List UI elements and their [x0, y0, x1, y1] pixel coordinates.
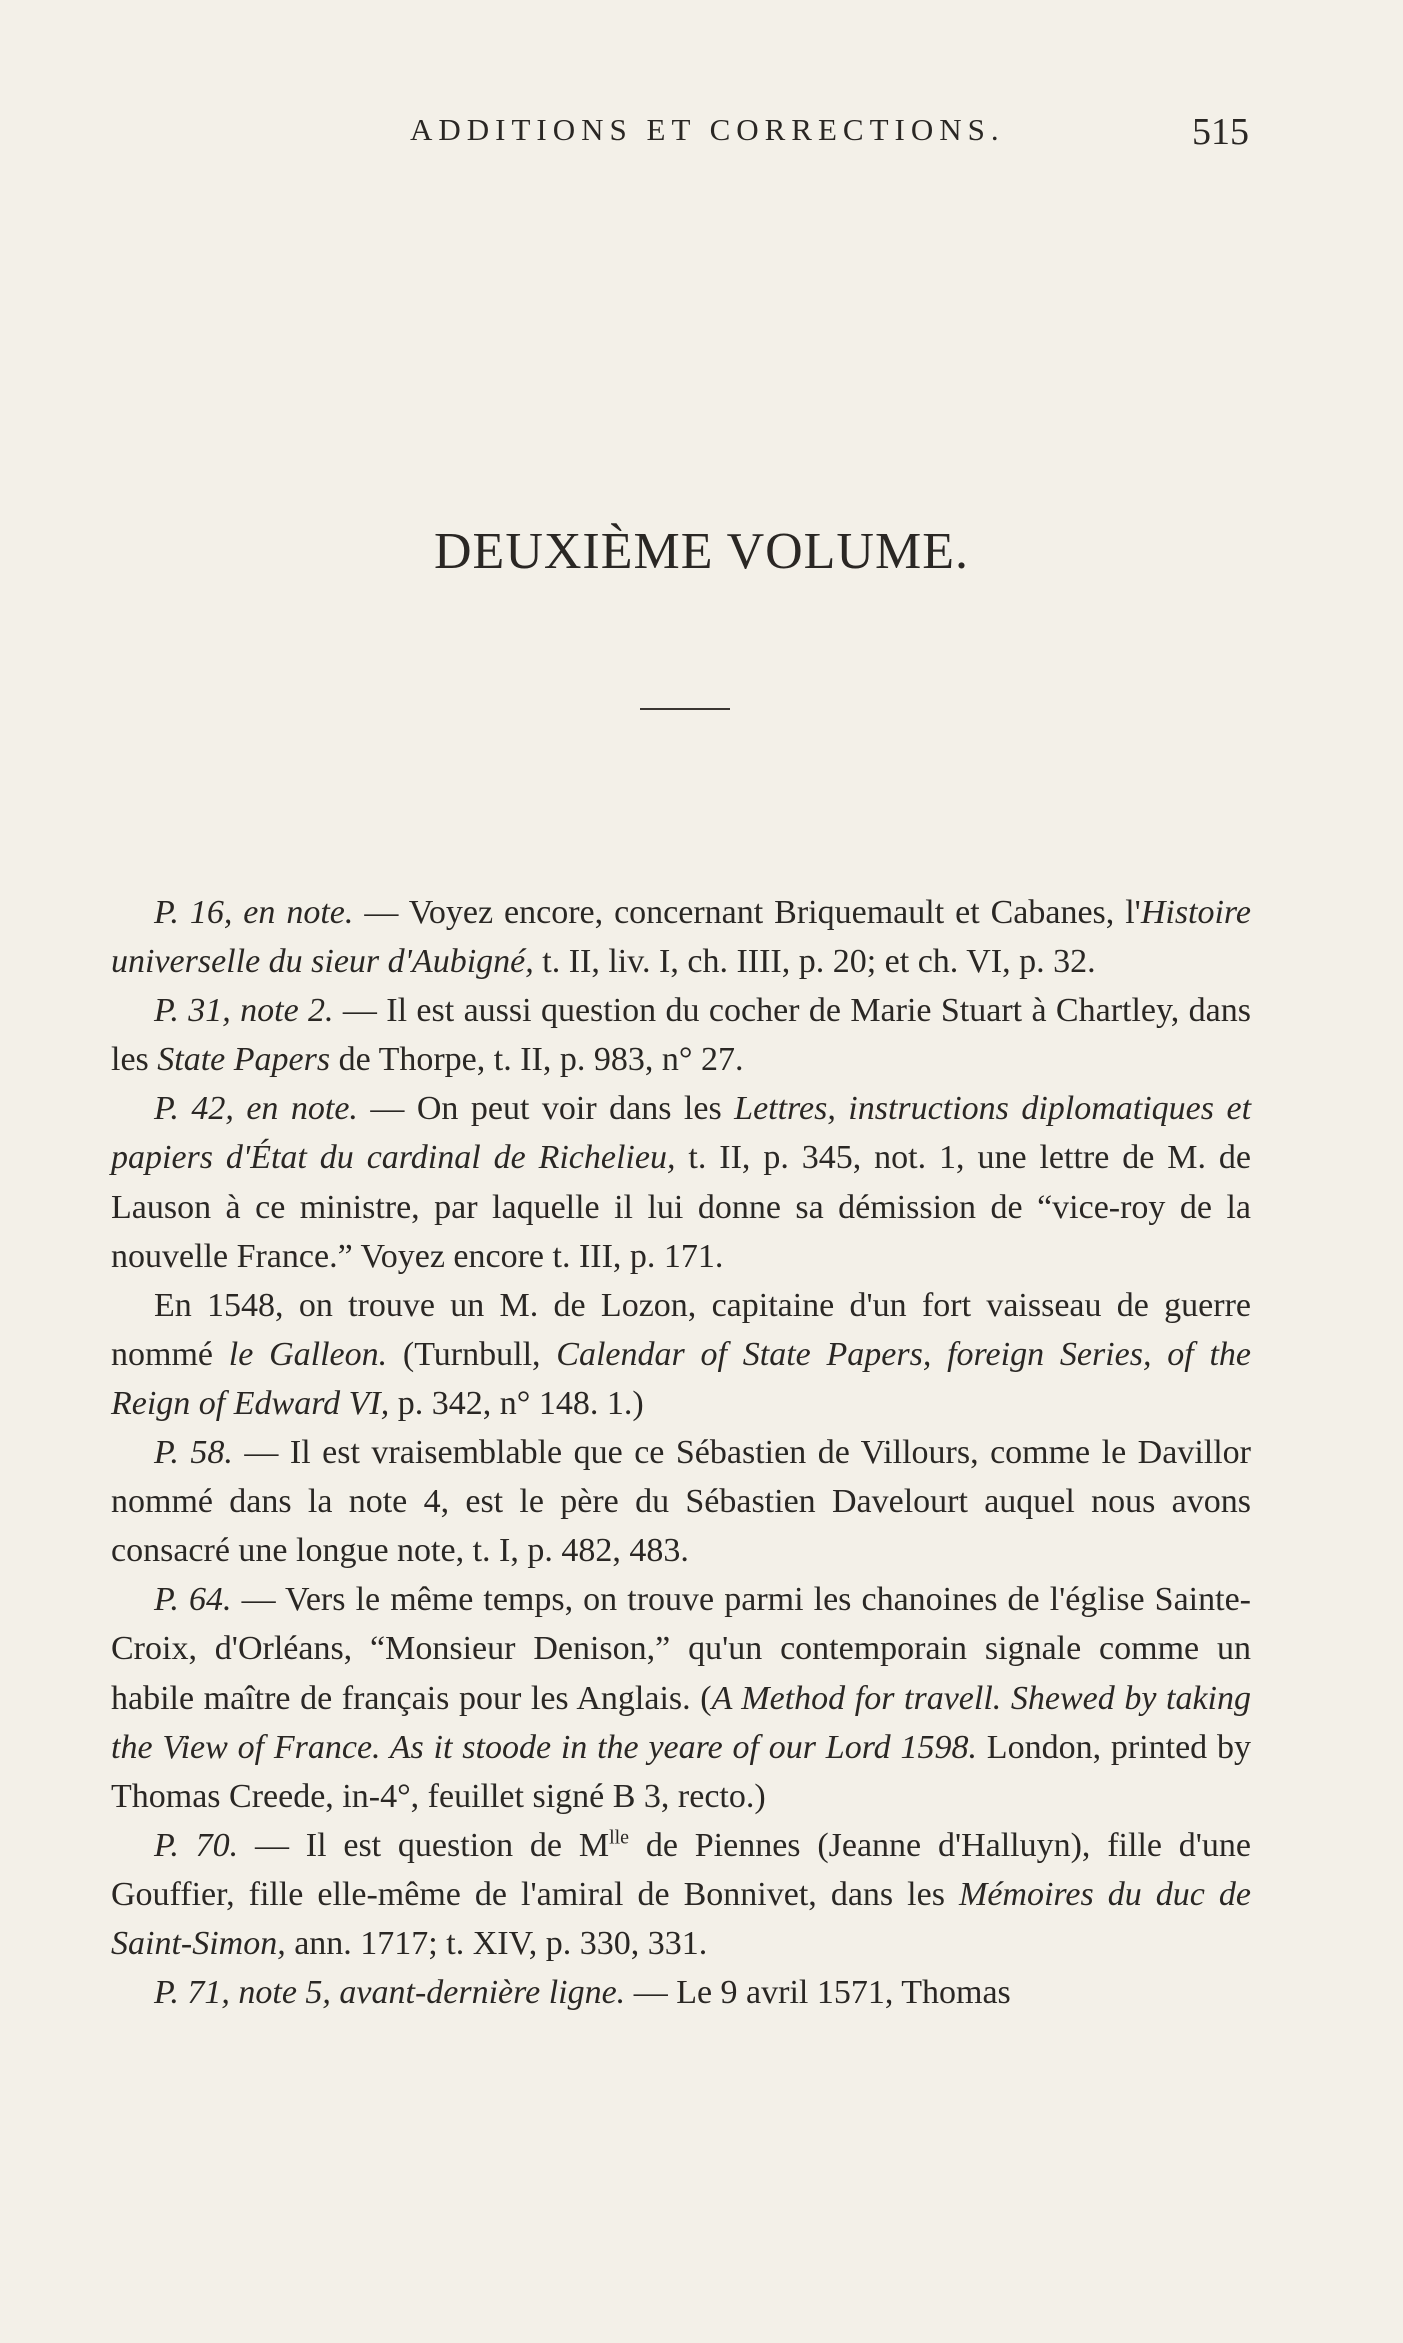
section-divider: [640, 708, 730, 710]
entry-p58: P. 58. — Il est vraisemblable que ce Sébastien de Villours, comme le Davillor nommé dans la note 4, est le père du Sébastien Davelourt auquel nous avons consacré une longue note, t. I, p. 482, 483.: [111, 1434, 1251, 1570]
entry-reference: P. 70.: [154, 1826, 239, 1864]
section-title: DEUXIÈME VOLUME.: [434, 523, 969, 580]
entry-reference: P. 58.: [154, 1434, 233, 1472]
entry-p42: P. 42, en note. — On peut voir dans les Lettres, instructions diplomatiques et papiers d'État du cardinal de Richelieu, t. II, p. 345, not. 1, une lettre de M. de Lauson à ce ministre, par laquelle il lui donne sa démission de “vice-roy de la nouvelle France.” Voyez encore t. III, p. 171.: [111, 1090, 1252, 1275]
ship-name: le Galleon.: [228, 1335, 388, 1373]
work-title: Mémoires du duc de Saint-Simon,: [111, 1875, 1252, 1962]
entry-reference: P. 71, note 5, avant-dernière ligne.: [154, 1974, 626, 2012]
entry-reference: P. 42, en note.: [154, 1090, 358, 1128]
entry-lozon: En 1548, on trouve un M. de Lozon, capitaine d'un fort vaisseau de guerre nommé le Galleon. (Turnbull, Calendar of State Papers, foreign Series, of the Reign of Edward VI, p. 342, n° 148. 1.): [111, 1286, 1251, 1422]
entry-reference: P. 16, en note.: [154, 894, 354, 931]
entry-p71: P. 71, note 5, avant-dernière ligne. — Le 9 avril 1571, Thomas: [154, 1974, 1011, 2012]
page-number: 515: [1192, 111, 1249, 153]
entry-reference: P. 31, note 2.: [154, 992, 334, 1030]
work-title: Calendar of State Papers, foreign Series, of the Reign of Edward VI,: [111, 1335, 1251, 1422]
entry-reference: P. 64.: [154, 1581, 232, 1619]
running-head: ADDITIONS ET CORRECTIONS.: [410, 112, 1005, 147]
work-title: State Papers: [157, 1041, 331, 1079]
work-title: Histoire universelle du sieur d'Aubigné,: [111, 894, 1251, 981]
entry-p64: P. 64. — Vers le même temps, on trouve parmi les chanoines de l'église Sainte-Croix, d'Orléans, “Monsieur Denison,” qu'un contemporain signale comme un habile maître de français pour les Anglais. (A Method for travell. Shewed by taking the View of France. As it stoode in the yeare of our Lord 1598. London, printed by Thomas Creede, in-4°, feuillet signé B 3, recto.): [111, 1581, 1251, 1815]
work-title: A Method for travell. Shewed by taking the View of France. As it stoode in the yeare of our Lord 1598.: [111, 1679, 1251, 1766]
entry-p31: P. 31, note 2. — Il est aussi question du cocher de Marie Stuart à Chartley, dans les State Papers de Thorpe, t. II, p. 983, n° 27.: [111, 992, 1251, 1079]
body-text: [111, 888, 1251, 2017]
work-title: Lettres, instructions diplomatiques et papiers d'État du cardinal de Richelieu,: [111, 1090, 1252, 1177]
entry-p16: P. 16, en note. — Voyez encore, concernant Briquemault et Cabanes, l'Histoire universelle du sieur d'Aubigné, t. II, liv. I, ch. IIII, p. 20; et ch. VI, p. 32.: [111, 894, 1251, 981]
entry-p70: P. 70. — Il est question de $M^{lle}$ de Piennes (Jeanne d'Halluyn), fille d'une Gouffier, fille elle-même de l'amiral de Bonnivet, dans les Mémoires du duc de Saint-Simon, ann. 1717; t. XIV, p. 330, 331.: [111, 1826, 1252, 1962]
